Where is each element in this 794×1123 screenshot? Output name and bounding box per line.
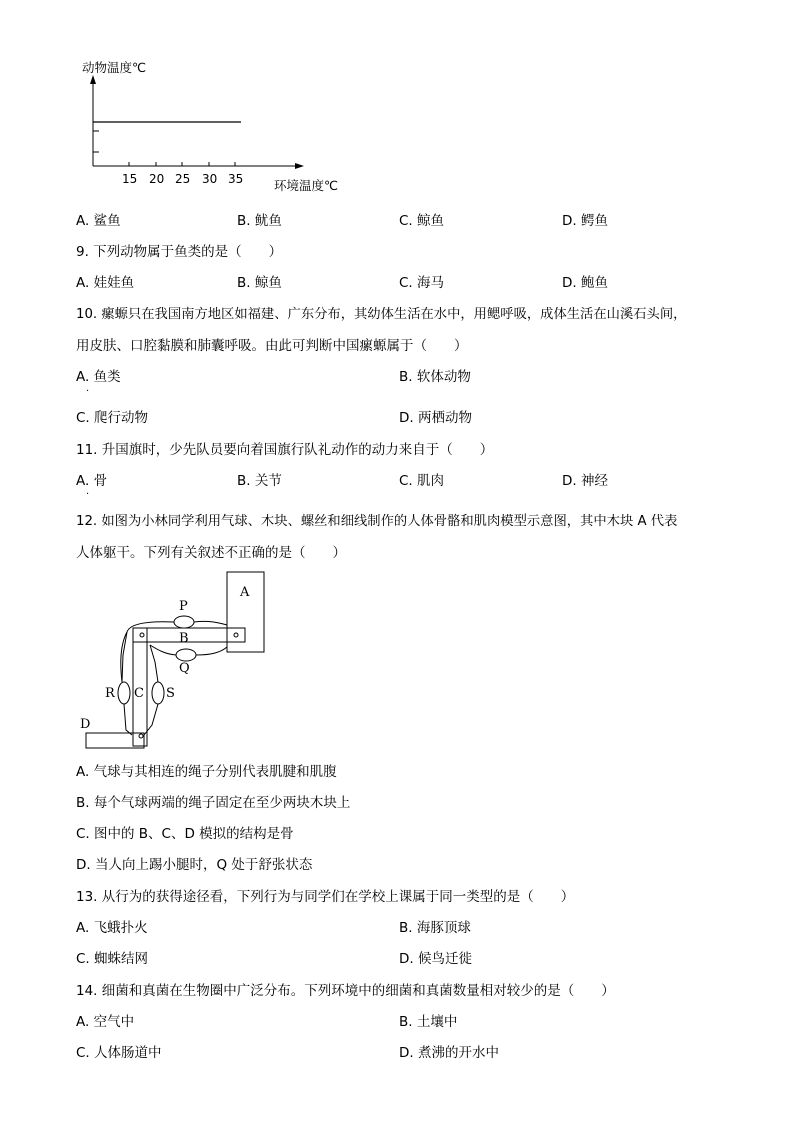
q10-stem-line2: 用皮肤、口腔黏膜和肺囊呼吸。由此可判断中国瘰螈属于（ ）	[76, 338, 468, 354]
chart-tick-35: 35	[228, 172, 244, 186]
balloon-p	[174, 616, 194, 628]
q10-option-c[interactable]: C. 爬行动物	[76, 410, 149, 426]
chart-tick-30: 30	[202, 172, 218, 186]
chart-tick-25: 25	[175, 172, 191, 186]
q13-option-c[interactable]: C. 蜘蛛结网	[76, 951, 149, 967]
q12-stem-line1: 12. 如图为小林同学利用气球、木块、螺丝和细线制作的人体骨骼和肌肉模型示意图，其中木块 A 代表	[76, 514, 678, 529]
q12-option-a[interactable]: A. 气球与其相连的绳子分别代表肌腱和肌腹	[76, 764, 337, 780]
q12-option-d[interactable]: D. 当人向上踢小腿时，Q 处于舒张状态	[76, 857, 313, 873]
q12-stem-line2: 人体躯干。下列有关叙述不正确的是（ ）	[76, 545, 346, 561]
q14-option-a[interactable]: A. 空气中	[76, 1014, 135, 1030]
q14-stem: 14. 细菌和真菌在生物圈中广泛分布。下列环境中的细菌和真菌数量相对较少的是（ ）	[76, 983, 615, 999]
block-b	[133, 628, 245, 642]
temperature-chart	[70, 58, 360, 198]
label-c: C	[134, 686, 144, 701]
q8-option-c[interactable]: C. 鲸鱼	[399, 213, 445, 229]
q12-option-b[interactable]: B. 每个气球两端的绳子固定在至少两块木块上	[76, 795, 351, 811]
chart-tick-20: 20	[149, 172, 165, 186]
chart-ylabel: 动物温度℃	[82, 60, 147, 75]
chart-tick-15: 15	[122, 172, 138, 186]
q11-option-b[interactable]: B. 关节	[237, 473, 282, 489]
q13-option-a[interactable]: A. 飞蛾扑火	[76, 920, 148, 936]
q14-option-d[interactable]: D. 煮沸的开水中	[399, 1045, 499, 1061]
balloon-q	[176, 649, 196, 661]
chart-xlabel: 环境温度℃	[274, 178, 339, 193]
label-s: S	[166, 686, 175, 701]
q14-option-b[interactable]: B. 土壤中	[399, 1014, 458, 1030]
q13-option-b[interactable]: B. 海豚顶球	[399, 920, 471, 936]
q13-stem: 13. 从行为的获得途径看，下列行为与同学们在学校上课属于同一类型的是（ ）	[76, 889, 575, 905]
q10-option-b[interactable]: B. 软体动物	[399, 369, 471, 385]
balloon-r	[118, 682, 130, 704]
q9-stem: 9. 下列动物属于鱼类的是（ ）	[76, 244, 283, 260]
q12-option-c[interactable]: C. 图中的 B、C、D 模拟的结构是骨	[76, 826, 294, 842]
q11-option-c[interactable]: C. 肌肉	[399, 473, 445, 489]
skeleton-muscle-model-diagram	[70, 565, 280, 760]
q9-option-a[interactable]: A. 娃娃鱼	[76, 275, 135, 291]
q10-stem-line1: 10. 瘰螈只在我国南方地区如福建、广东分布，其幼体生活在水中，用鳃呼吸，成体生活在山溪石头间，	[76, 307, 687, 322]
q9-option-c[interactable]: C. 海马	[399, 275, 445, 291]
label-r: R	[105, 686, 115, 701]
q9-option-b[interactable]: B. 鲸鱼	[237, 275, 282, 291]
q11-stem: 11. 升国旗时，少先队员要向着国旗行队礼动作的动力来自于（ ）	[76, 442, 494, 458]
q11-option-d[interactable]: D. 神经	[562, 473, 608, 489]
q10-option-a[interactable]: A. 鱼类	[76, 369, 121, 385]
q11-option-a[interactable]: A. 骨	[76, 473, 108, 489]
q8-option-b[interactable]: B. 鱿鱼	[237, 213, 282, 229]
q10-mark: .	[86, 383, 90, 394]
q8-option-a[interactable]: A. 鲨鱼	[76, 213, 121, 229]
label-q: Q	[179, 661, 190, 676]
label-a: A	[240, 585, 250, 600]
label-d: D	[80, 717, 91, 732]
balloon-s	[152, 682, 164, 704]
q14-option-c[interactable]: C. 人体肠道中	[76, 1045, 162, 1061]
q10-option-d[interactable]: D. 两栖动物	[399, 410, 472, 426]
q13-option-d[interactable]: D. 候鸟迁徙	[399, 951, 472, 967]
q11-mark: .	[86, 486, 90, 497]
label-b: B	[179, 631, 189, 646]
q8-option-d[interactable]: D. 鳄鱼	[562, 213, 608, 229]
q9-option-d[interactable]: D. 鲍鱼	[562, 275, 608, 291]
label-p: P	[179, 599, 188, 614]
